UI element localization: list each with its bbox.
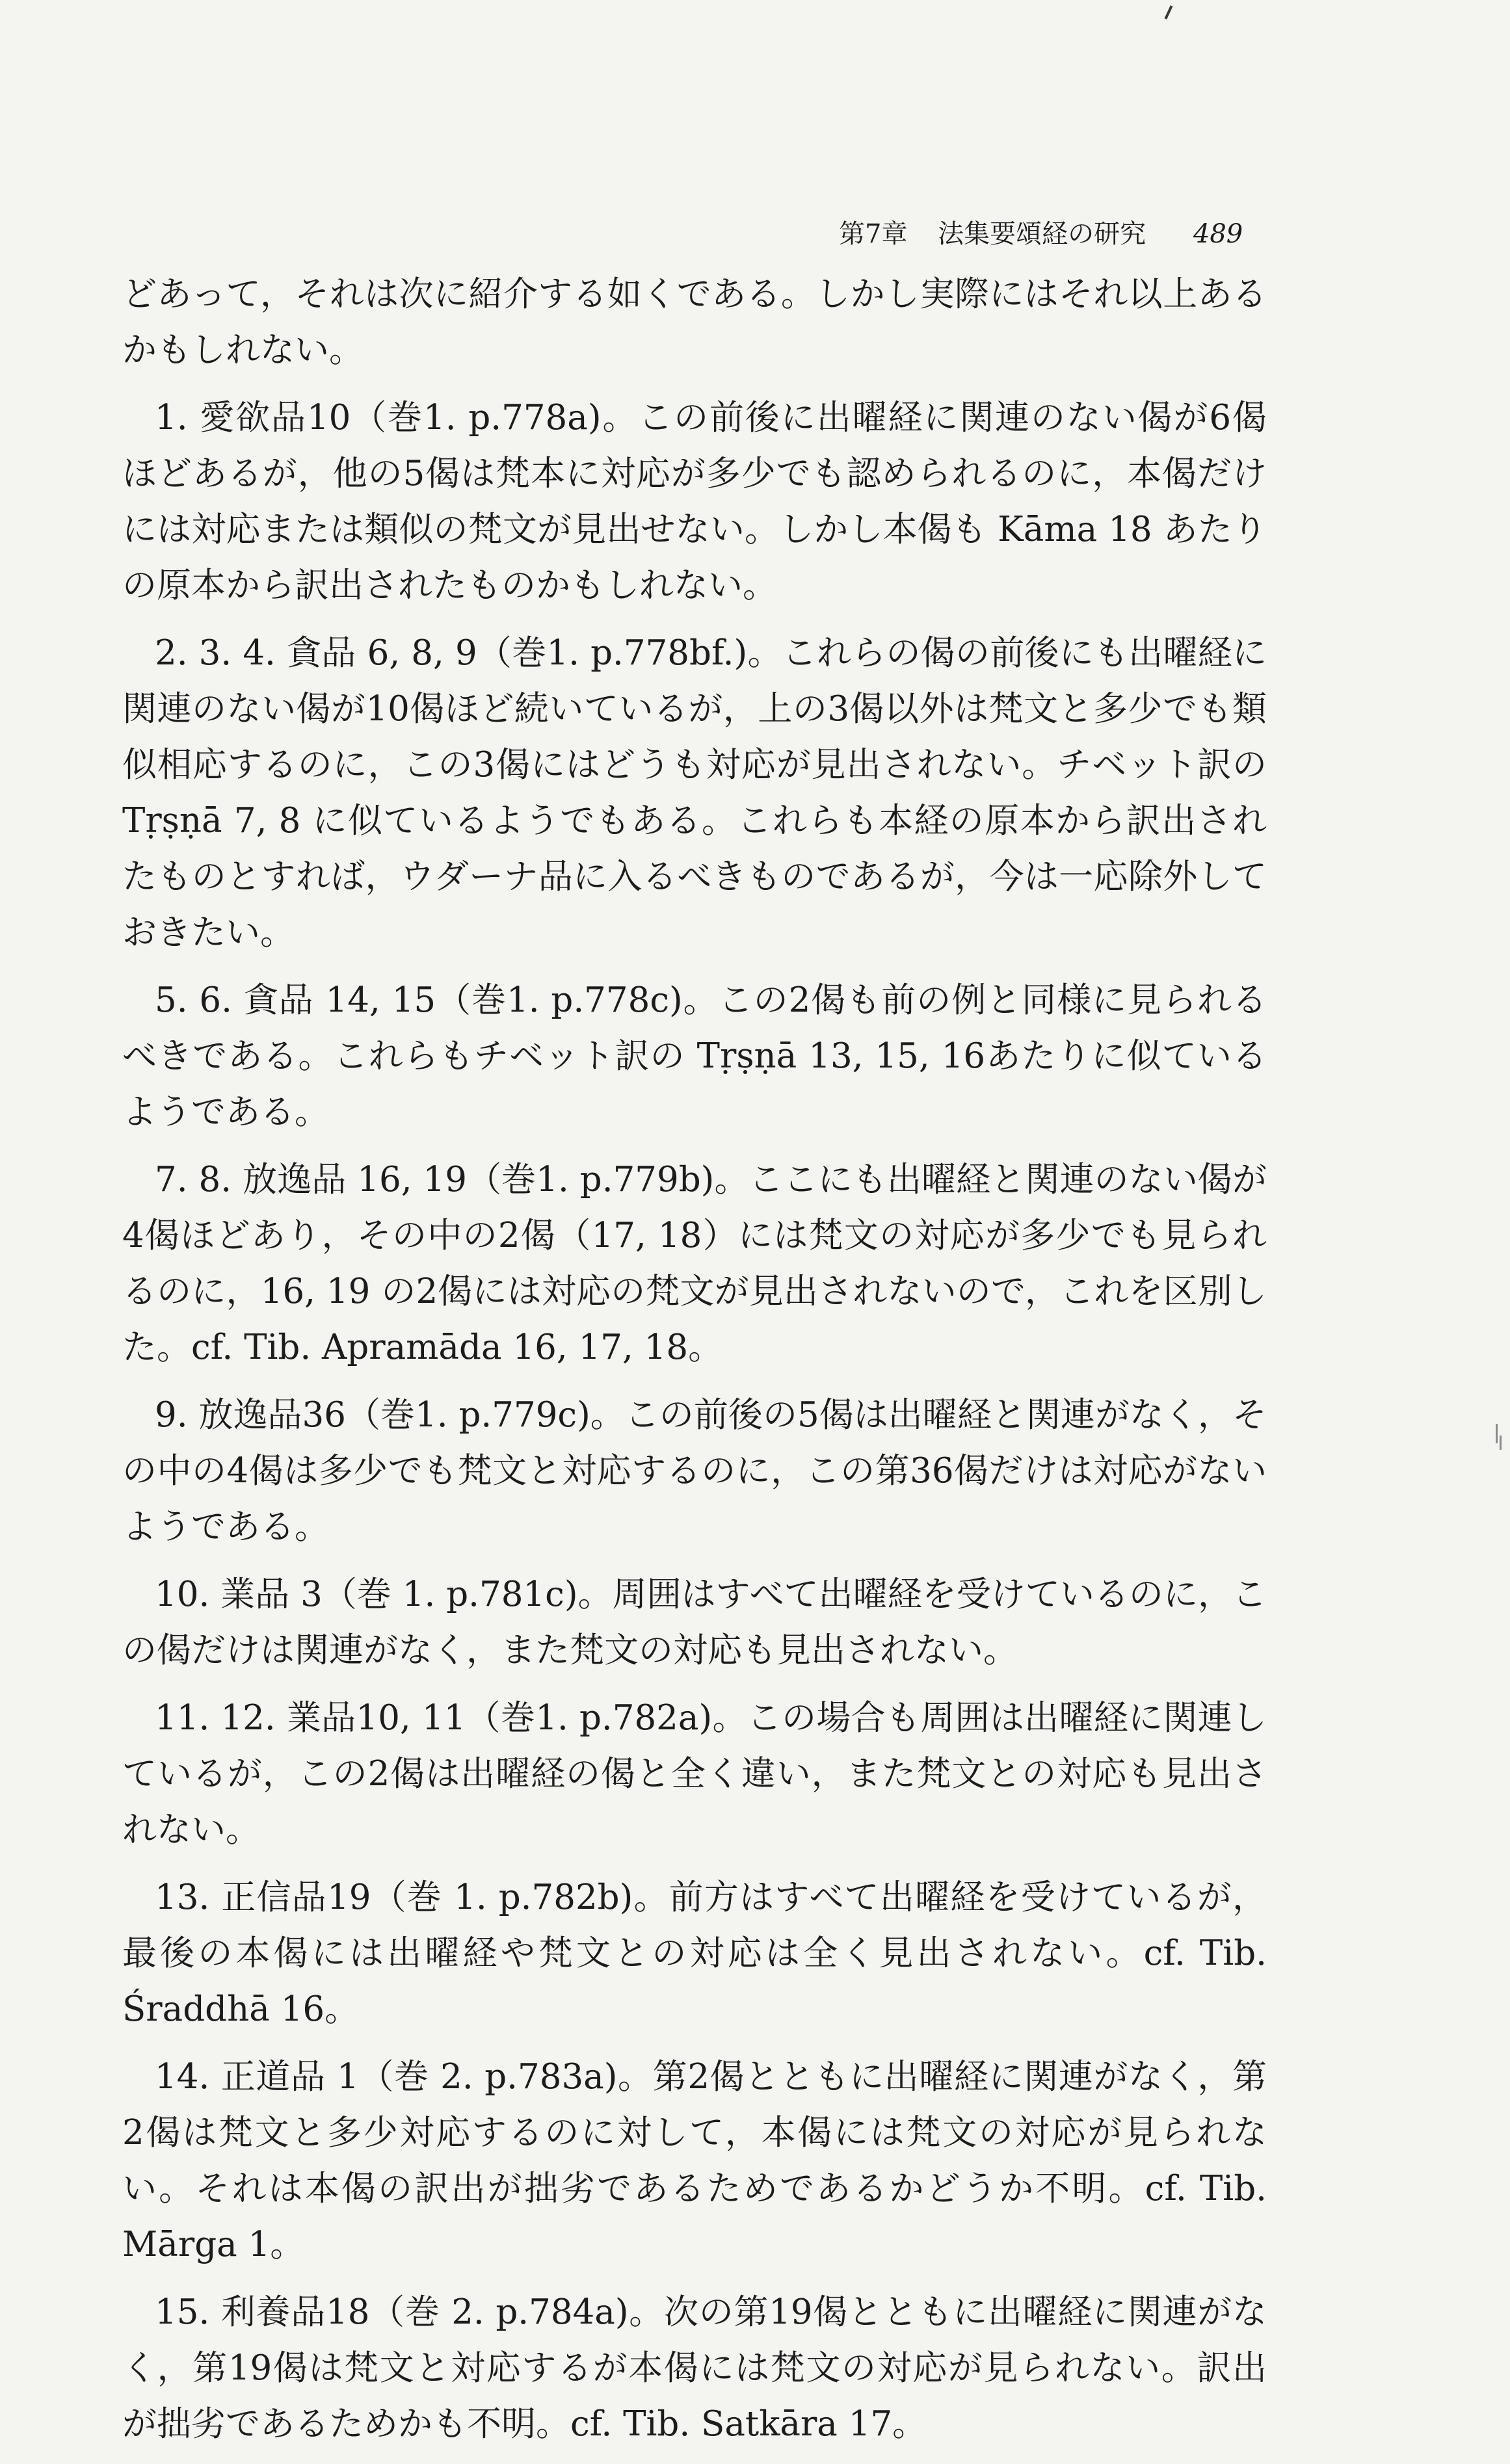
page-number: 489	[1193, 219, 1243, 249]
chapter-label: 第7章	[839, 219, 908, 249]
paragraph: 1. 愛欲品10（巻1. p.778a)。この前後に出曜経に関連のない偈が6偈ほどあるが，他の5偈は梵本に対応が多少でも認められるのに，本偈だけには対応または類似の梵文が見出せない。しかし本偈も Kāma 18 あたりの原本から訳出されたものかもしれない。	[122, 398, 1267, 605]
paragraph: どあって，それは次に紹介する如くである。しかし実際にはそれ以上あるかもしれない。	[122, 274, 1267, 370]
margin-mark	[1500, 1435, 1502, 1450]
margin-mark	[1496, 1424, 1498, 1443]
paragraph: 14. 正道品 1（巻 2. p.783a)。第2偈とともに出曜経に関連がなく，第2偈は梵文と多少対応するのに対して，本偈には梵文の対応が見られない。それは本偈の訳出が拙劣であるためであるかどうか不明。cf. Tib. Mārga 1。	[122, 2057, 1267, 2264]
paragraph: 13. 正信品19（巻 1. p.782b)。前方はすべて出曜経を受けているが，最後の本偈には出曜経や梵文との対応は全く見出されない。cf. Tib. Śraddhā 16。	[122, 1878, 1267, 2029]
paragraph: 2. 3. 4. 貪品 6, 8, 9（巻1. p.778bf.)。これらの偈の前後にも出曜経に関連のない偈が10偈ほど続いているが，上の3偈以外は梵文と多少でも類似相応するのに，この3偈にはどうも対応が見出されない。チベット訳の Tṛṣṇā 7, 8 に似ているようでもある。これらも本経の原本から訳出されたものとすれば，ウダーナ品に入るべきものであるが，今は一応除外しておきたい。	[122, 633, 1267, 952]
paragraph: 11. 12. 業品10, 11（巻1. p.782a)。この場合も周囲は出曜経に関連しているが，この2偈は出曜経の偈と全く違い，また梵文との対応も見出されない。	[122, 1698, 1267, 1850]
paragraph: 9. 放逸品36（巻1. p.779c)。この前後の5偈は出曜経と関連がなく，その中の4偈は多少でも梵文と対応するのに，この第36偈だけは対応がないようである。	[122, 1395, 1267, 1547]
paragraph: 5. 6. 貪品 14, 15（巻1. p.778c)。この2偈も前の例と同様に見られるべきである。これらもチベット訳の Tṛṣṇā 13, 15, 16あたりに似ているようである。	[122, 980, 1267, 1132]
running-header	[839, 215, 1255, 254]
chapter-title: 法集要頌経の研究	[938, 219, 1146, 249]
paragraph: 10. 業品 3（巻 1. p.781c)。周囲はすべて出曜経を受けているのに，この偈だけは関連がなく，また梵文の対応も見出されない。	[122, 1575, 1267, 1670]
paragraph: 15. 利養品18（巻 2. p.784a)。次の第19偈とともに出曜経に関連がなく，第19偈は梵文と対応するが本偈には梵文の対応が見られない。訳出が拙劣であるためかも不明。cf. Tib. Satkāra 17。	[122, 2292, 1267, 2444]
body-text	[122, 267, 1267, 2464]
scan-mark	[1165, 5, 1173, 20]
paragraph: 7. 8. 放逸品 16, 19（巻1. p.779b)。ここにも出曜経と関連のない偈が4偈ほどあり，その中の2偈（17, 18）には梵文の対応が多少でも見られるのに，16, 19 の2偈には対応の梵文が見出されないので，これを区別した。cf. Tib. Apramāda 16, 17, 18。	[122, 1160, 1267, 1367]
